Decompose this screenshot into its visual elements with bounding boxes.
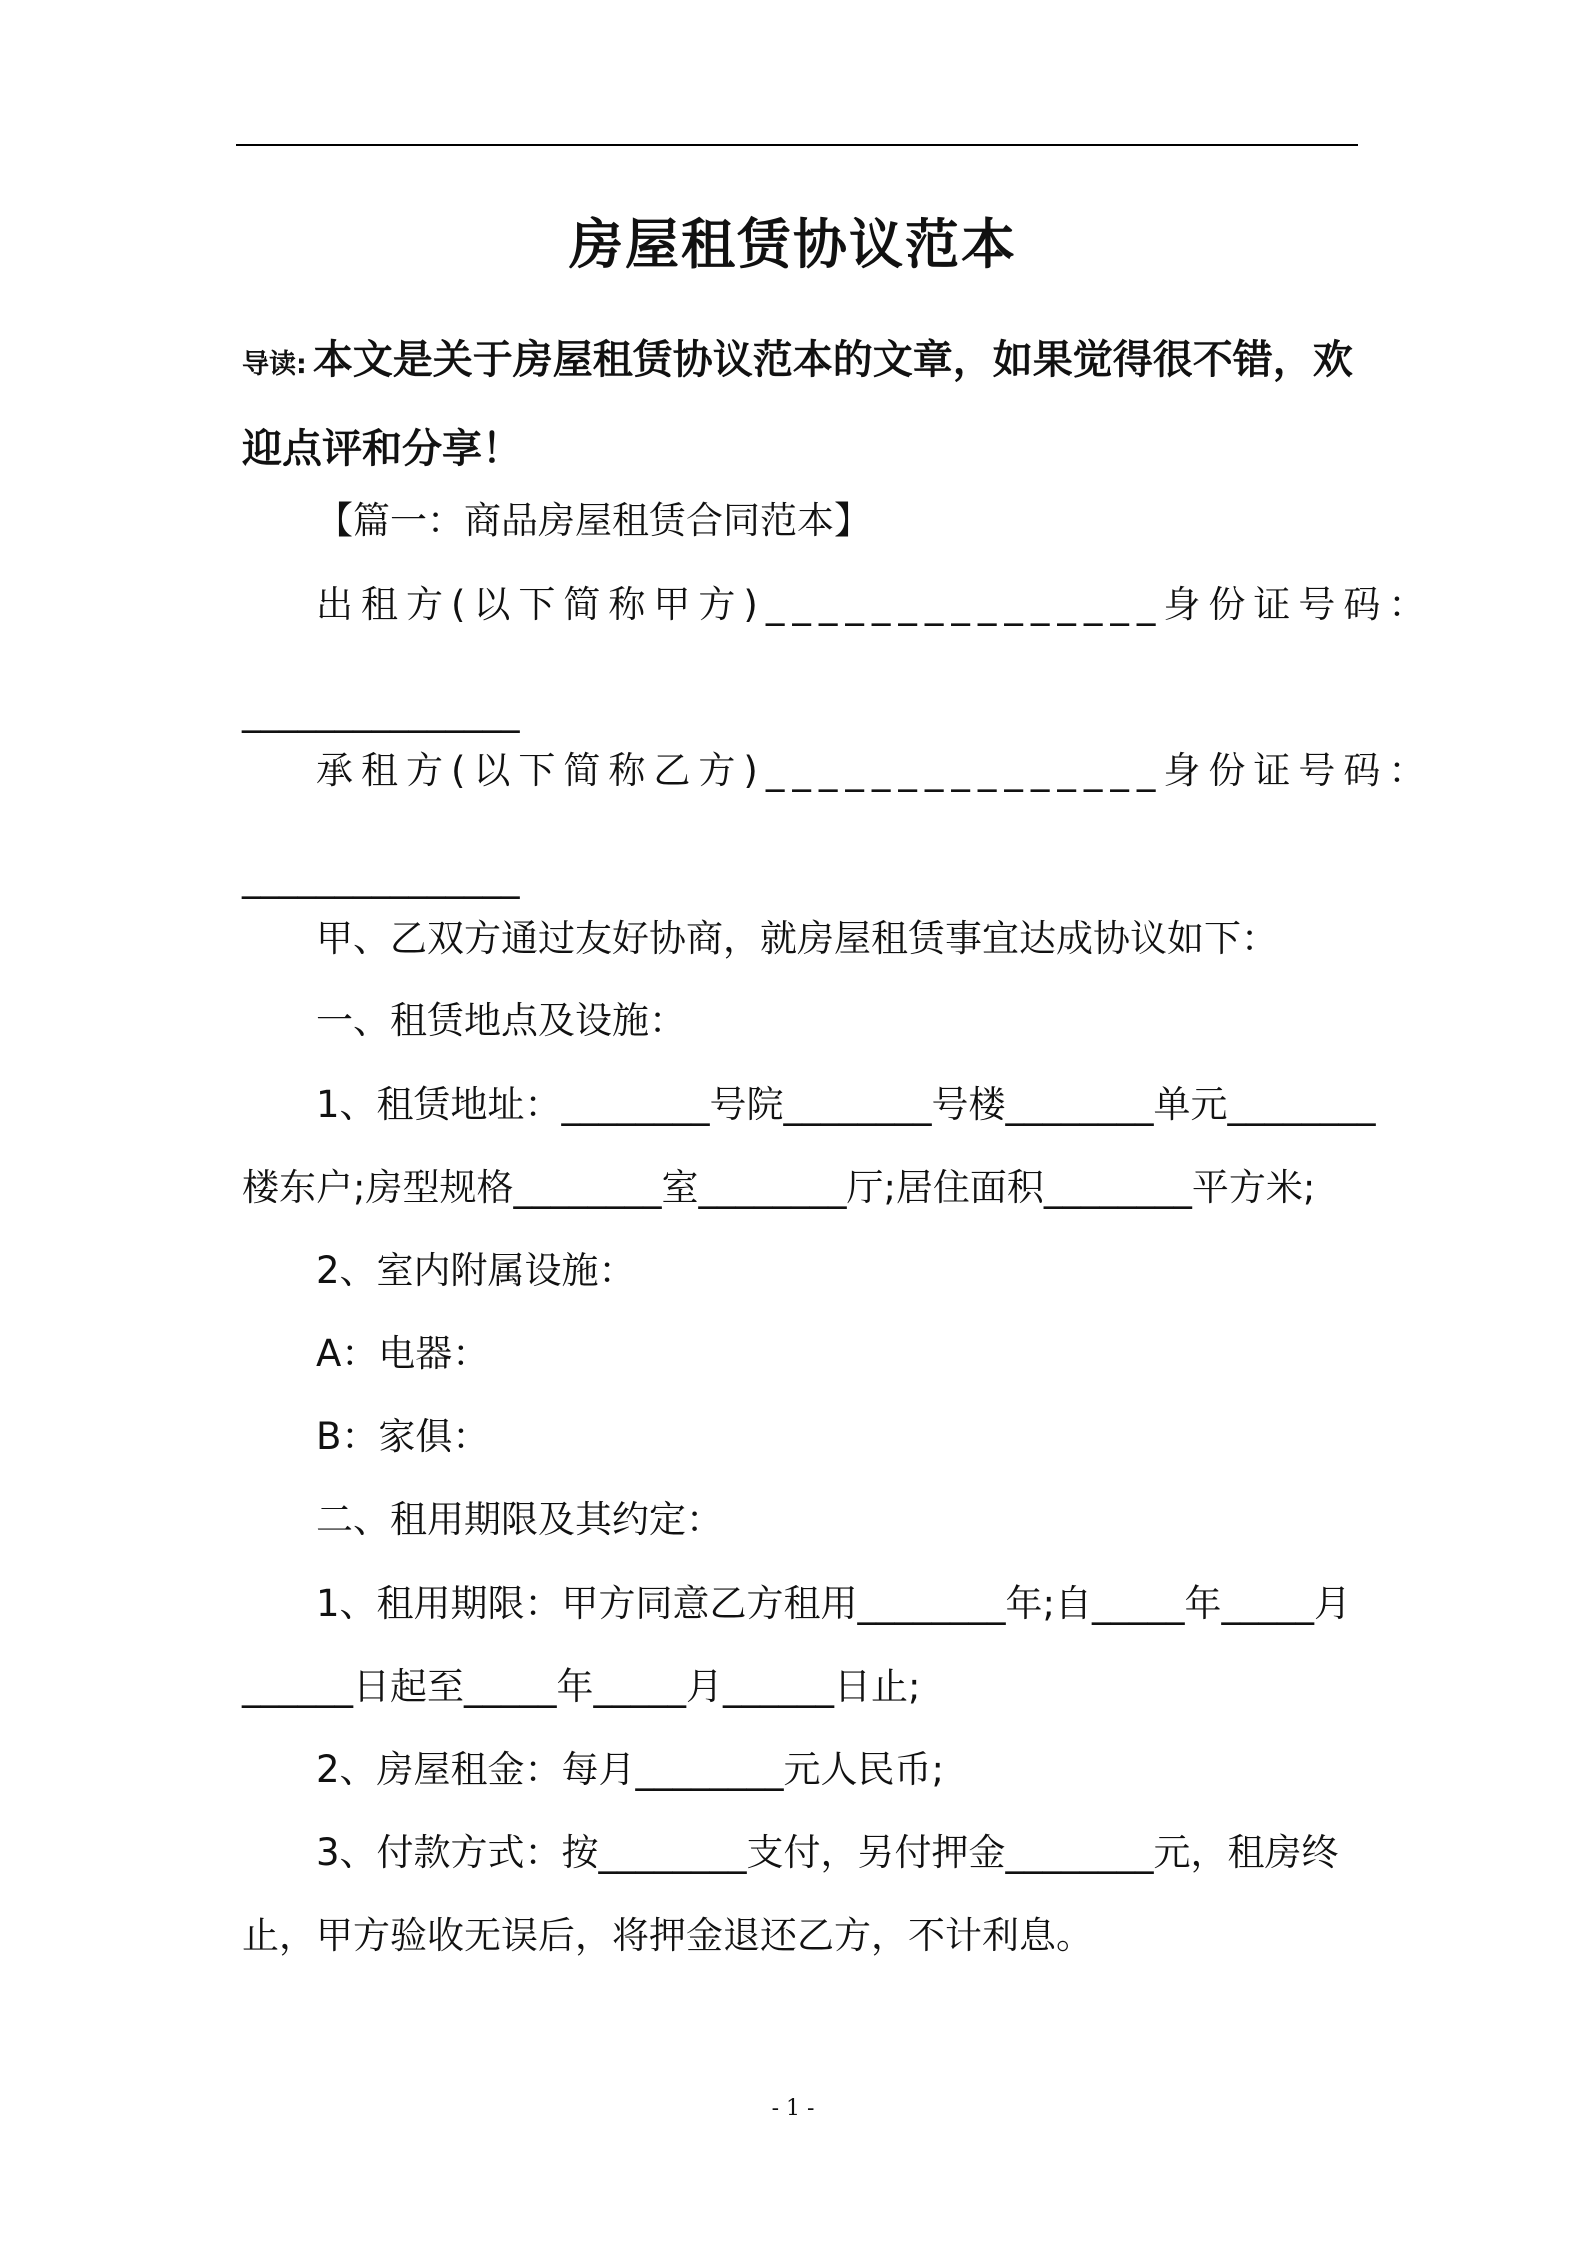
clause2-item1-line2: ______日起至_____年_____月______日止; bbox=[242, 1665, 921, 1708]
clause1-item1-line2: 楼东户;房型规格________室________厅;居住面积________平方米; bbox=[242, 1166, 1316, 1209]
header-rule bbox=[236, 144, 1358, 146]
clause2-heading: 二、租用期限及其约定： bbox=[316, 1498, 723, 1541]
clause1-item2-a: A：电器： bbox=[316, 1332, 490, 1375]
clause1-item2-b: B：家俱： bbox=[316, 1415, 490, 1458]
document-title: 房屋租赁协议范本 bbox=[569, 213, 1017, 276]
intro-label: 导读: bbox=[242, 349, 307, 380]
clause1-heading: 一、租赁地点及设施： bbox=[316, 999, 686, 1042]
party-b-id-blank: _______________ bbox=[242, 856, 520, 899]
clause2-item3-line1: 3、付款方式：按________支付，另付押金________元，租房终 bbox=[316, 1831, 1339, 1874]
party-a-id-blank: _______________ bbox=[242, 690, 520, 733]
clause1-item1-line1: 1、租赁地址：________号院________号楼________单元________ bbox=[316, 1083, 1376, 1126]
page-number: - 1 - bbox=[771, 2096, 815, 2121]
party-b-line: 承租方(以下简称乙方)_______________身份证号码： bbox=[316, 749, 1434, 792]
intro-text: 本文是关于房屋租赁协议范本的文章，如果觉得很不错，欢迎点评和分享！ bbox=[242, 337, 1353, 472]
clause2-item1-line1: 1、租用期限：甲方同意乙方租用________年;自_____年_____月 bbox=[316, 1582, 1352, 1625]
party-a-line: 出租方(以下简称甲方)_______________身份证号码： bbox=[316, 583, 1434, 626]
clause1-item2: 2、室内附属设施： bbox=[316, 1249, 636, 1292]
agreement-intro: 甲、乙双方通过友好协商，就房屋租赁事宜达成协议如下： bbox=[316, 917, 1278, 960]
clause2-item3-line2: 止，甲方验收无误后，将押金退还乙方，不计利息。 bbox=[242, 1914, 1093, 1957]
section-heading: 【篇一：商品房屋租赁合同范本】 bbox=[316, 499, 871, 542]
intro-paragraph bbox=[242, 318, 1382, 491]
clause2-item2: 2、房屋租金：每月________元人民币; bbox=[316, 1748, 945, 1791]
